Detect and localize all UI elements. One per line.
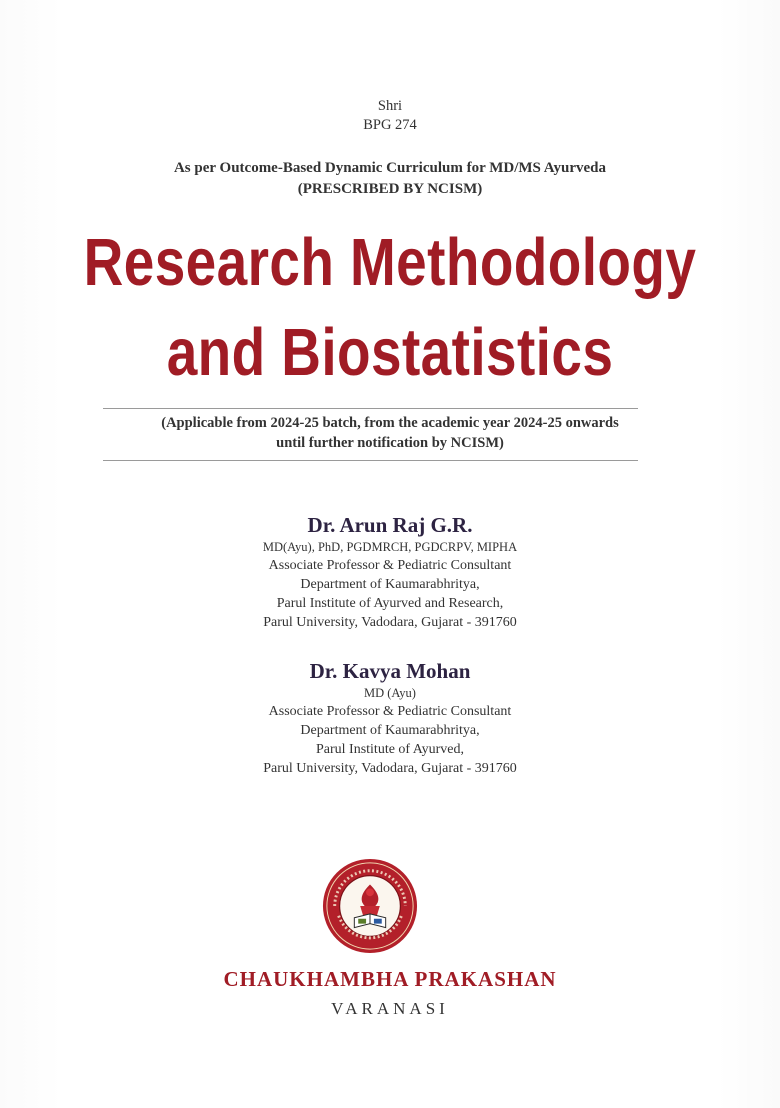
curriculum-line: As per Outcome-Based Dynamic Curriculum for MD/MS Ayurveda	[173, 160, 607, 176]
publisher-name: CHAUKHAMBHA PRAKASHAN	[223, 967, 557, 991]
publisher-seal-icon	[321, 857, 419, 955]
author-department: Department of Kaumarabhritya,	[300, 723, 480, 738]
curriculum-note	[0, 158, 780, 200]
author-address: Parul University, Vadodara, Gujarat - 391760	[263, 761, 517, 776]
author-name: Dr. Arun Raj G.R.	[307, 513, 473, 537]
author-department: Department of Kaumarabhritya,	[300, 577, 480, 592]
author-name: Dr. Kavya Mohan	[309, 659, 471, 683]
book-title-line-2: and Biostatistics	[166, 315, 614, 390]
series-prefix: Shri	[377, 98, 403, 114]
series-info	[0, 97, 780, 135]
author-qualifications: MD (Ayu)	[364, 686, 416, 700]
author-position: Associate Professor & Pediatric Consultant	[268, 704, 512, 719]
applicability-line-2: until further notification by NCISM)	[276, 435, 504, 451]
divider-bottom	[103, 460, 638, 461]
author-institute: Parul Institute of Ayurved and Research,	[276, 596, 504, 611]
author-address: Parul University, Vadodara, Gujarat - 391760	[263, 615, 517, 630]
author-position: Associate Professor & Pediatric Consultant	[268, 558, 512, 573]
author-qualifications: MD(Ayu), PhD, PGDMRCH, PGDCRPV, MIPHA	[262, 540, 518, 554]
author-1	[0, 512, 780, 632]
book-title	[70, 218, 710, 398]
prescribed-by-line: (PRESCRIBED BY NCISM)	[297, 181, 483, 197]
publisher-city: VARANASI	[331, 999, 449, 1018]
divider-top	[103, 408, 638, 409]
series-number: BPG 274	[363, 117, 417, 133]
book-title-line-1: Research Methodology	[83, 225, 697, 300]
applicability-note	[0, 413, 780, 453]
applicability-line-1: (Applicable from 2024-25 batch, from the academic year 2024-25 onwards	[161, 415, 619, 431]
author-2	[0, 658, 780, 778]
author-institute: Parul Institute of Ayurved,	[315, 742, 465, 757]
